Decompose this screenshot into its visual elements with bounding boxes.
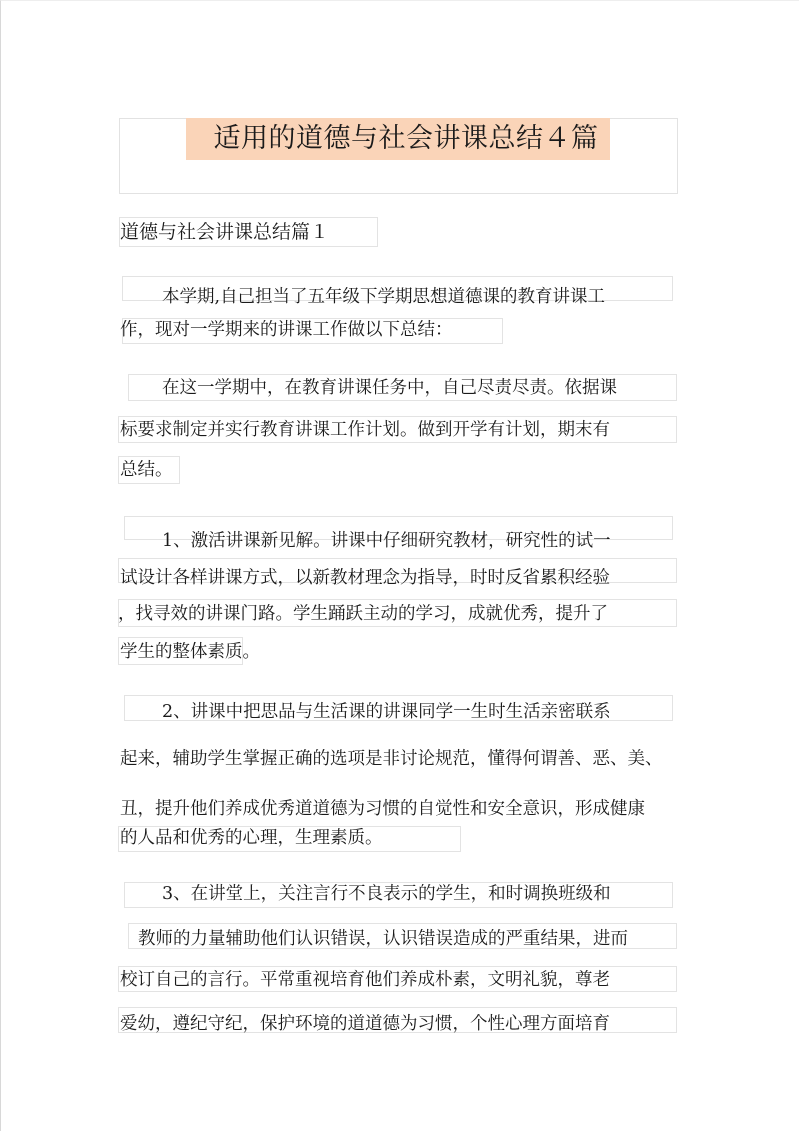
paragraph-5-line-3: 校订自己的言行。平常重视培育他们养成朴素，文明礼貌，尊老	[120, 970, 610, 990]
paragraph-2-line-1: 在这一学期中，在教育讲课任务中，自己尽责尽责。依据课	[162, 378, 617, 398]
paragraph-1-line-2: 作，现对一学期来的讲课工作做以下总结：	[120, 320, 453, 340]
paragraph-4-line-2: 起来，辅助学生掌握正确的选项是非讨论规范，懂得何谓善、恶、美、	[120, 749, 663, 769]
paragraph-5-line-1: 3、在讲堂上，关注言行不良表示的学生，和时调换班级和	[162, 884, 611, 904]
paragraph-4-line-1: 2、讲课中把思品与生活课的讲课同学一生时生活亲密联系	[162, 702, 611, 722]
paragraph-3-line-2: 试设计各样讲课方式，以新教材理念为指导，时时反省累积经验	[120, 568, 610, 588]
paragraph-3-line-1: 1、激活讲课新见解。讲课中仔细研究教材，研究性的试一	[162, 531, 611, 551]
paragraph-3-line-3: ，找寻效的讲课门路。学生踊跃主动的学习，成就优秀，提升了	[118, 604, 608, 624]
document-title: 适用的道德与社会讲课总结４篇	[213, 123, 599, 154]
section-heading: 道德与社会讲课总结篇１	[120, 221, 330, 243]
paragraph-3-line-4: 学生的整体素质。	[120, 642, 260, 662]
paragraph-4-line-4: 的人品和优秀的心理，生理素质。	[120, 828, 383, 848]
paragraph-5-line-4: 爱幼，遵纪守纪，保护环境的道道德为习惯，个性心理方面培育	[120, 1014, 610, 1034]
paragraph-1-line-1: 本学期,自己担当了五年级下学期思想道德课的教育讲课工	[162, 287, 606, 307]
paragraph-2-line-2: 标要求制定并实行教育讲课工作计划。做到开学有计划，期末有	[120, 420, 610, 440]
paragraph-2-line-3: 总结。	[120, 460, 173, 480]
paragraph-5-line-2: 教师的力量辅助他们认识错误，认识错误造成的严重结果，进而	[138, 929, 628, 949]
paragraph-4-line-3: 丑，提升他们养成优秀道道德为习惯的自觉性和安全意识，形成健康	[120, 799, 645, 819]
